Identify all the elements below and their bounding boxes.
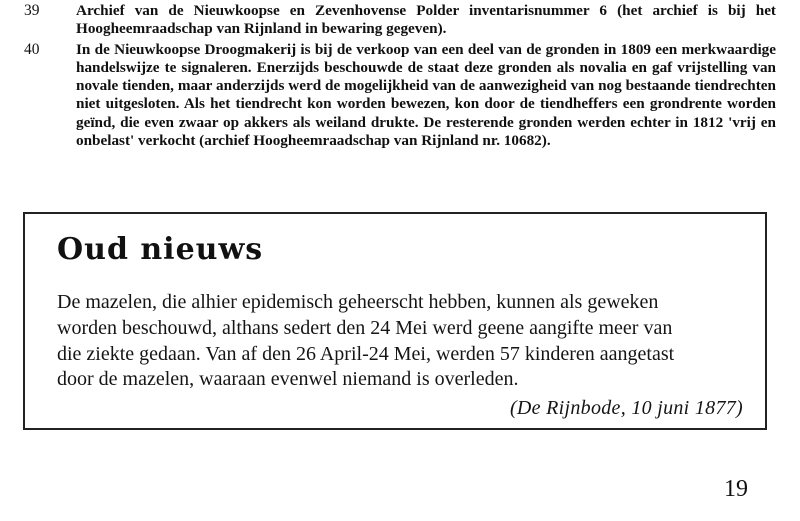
old-news-line: die ziekte gedaan. Van af den 26 April-24 Mei, werden 57 kinderen aangetast bbox=[57, 342, 675, 365]
footnote-number: 40 bbox=[24, 40, 40, 58]
old-news-box bbox=[23, 212, 767, 430]
footnote-39 bbox=[24, 2, 776, 39]
old-news-source: (De Rijnbode, 10 juni 1877) bbox=[509, 397, 743, 419]
old-news-title: Oud nieuws bbox=[57, 232, 264, 267]
old-news-body bbox=[57, 290, 743, 393]
old-news-line: door de mazelen, waaraan evenwel niemand is overleden. bbox=[57, 368, 519, 391]
footnote-text: Archief van de Nieuwkoopse en Zevenhovense Polder inventarisnummer 6 (het archief is bij het Hoogheemraadschap van Rijnland in bewaring gegeven). bbox=[76, 2, 776, 38]
old-news-line: De mazelen, die alhier epidemisch geheerscht hebben, kunnen als geweken bbox=[57, 291, 659, 313]
old-news-line: worden beschouwd, althans sedert den 24 Mei werd geene aangifte meer van bbox=[57, 316, 673, 339]
footnote-text: In de Nieuwkoopse Droogmakerij is bij de verkoop van een deel van de gronden in 1809 een merkwaardige handelswijze te signaleren. Enerzijds beschouwde de staat deze gronden als novalia en gaf vrijstelling van novale tienden, maar anderzijds werd de mogelijkheid van de aanwezigheid van nog bestaande tiendrechten niet uitgesloten. Als het tiendrecht kon worden bewezen, kon door de tiendheffers een grondrente worden geïnd, die even zwaar op akkers als weiland drukte. De resterende gronden werden echter in 1812 'vrij en onbelast' verkocht (archief Hoogheemraadschap van Rijnland nr. 10682). bbox=[76, 40, 776, 150]
footnotes bbox=[24, 2, 776, 152]
footnote-number: 39 bbox=[24, 2, 40, 19]
footnote-40 bbox=[24, 41, 776, 151]
page-number: 19 bbox=[724, 476, 748, 502]
